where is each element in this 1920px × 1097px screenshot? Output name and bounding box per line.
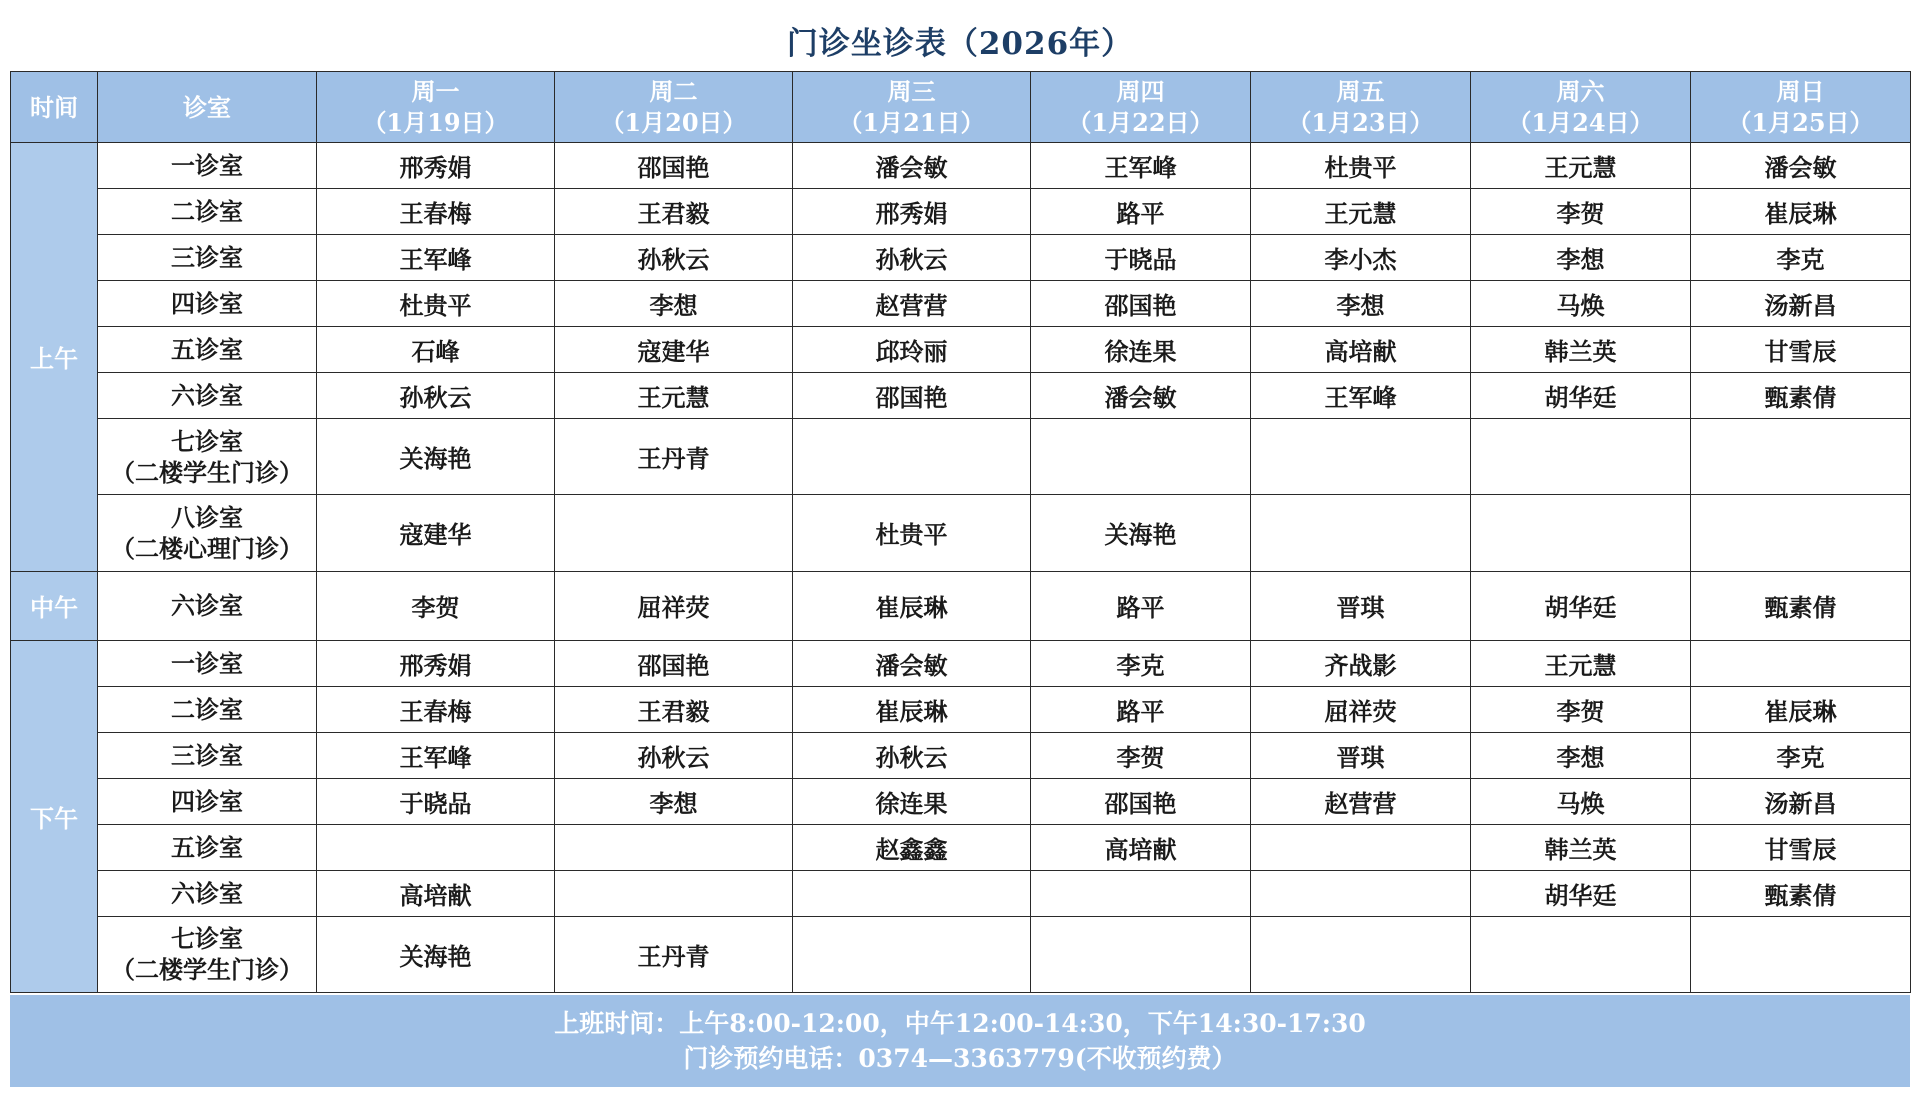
doctor-cell: 甘雪辰	[1691, 824, 1911, 870]
booking-phone: 门诊预约电话：0374—3363779(不收预约费）	[683, 1044, 1237, 1073]
schedule-row	[11, 235, 1911, 281]
doctor-cell: 寇建华	[317, 495, 555, 571]
doctor-cell: 王元慧	[555, 373, 793, 419]
doctor-cell: 甄素倩	[1691, 870, 1911, 916]
doctor-cell: 汤新昌	[1691, 778, 1911, 824]
doctor-cell: 路平	[1031, 686, 1251, 732]
doctor-cell	[1691, 640, 1911, 686]
doctor-cell	[793, 419, 1031, 495]
doctor-cell: 崔辰琳	[1691, 189, 1911, 235]
schedule-row	[11, 143, 1911, 189]
doctor-cell	[317, 824, 555, 870]
room-cell	[98, 235, 317, 281]
header-time: 时间	[11, 72, 98, 143]
doctor-cell: 李想	[555, 281, 793, 327]
doctor-cell	[1251, 870, 1471, 916]
doctor-cell: 寇建华	[555, 327, 793, 373]
room-cell	[98, 916, 317, 992]
doctor-cell: 邵国艳	[1031, 778, 1251, 824]
room-name: 八诊室	[171, 502, 243, 532]
room-name: 三诊室	[171, 740, 243, 770]
doctor-cell: 邢秀娟	[793, 189, 1031, 235]
doctor-cell: 潘会敏	[793, 640, 1031, 686]
room-name: 三诊室	[171, 243, 243, 272]
doctor-cell: 齐战影	[1251, 640, 1471, 686]
doctor-cell: 邱玲丽	[793, 327, 1031, 373]
doctor-cell: 赵鑫鑫	[793, 824, 1031, 870]
doctor-cell: 李克	[1031, 640, 1251, 686]
doctor-cell	[1471, 916, 1691, 992]
room-cell	[98, 571, 317, 640]
doctor-cell	[1471, 419, 1691, 495]
header-day-tue	[555, 72, 793, 143]
doctor-cell: 于晓品	[317, 778, 555, 824]
doctor-cell: 邵国艳	[1031, 281, 1251, 327]
day-name: 周日	[1776, 77, 1825, 106]
room-name: 四诊室	[171, 289, 243, 318]
doctor-cell: 王军峰	[317, 235, 555, 281]
doctor-cell: 王丹青	[555, 916, 793, 992]
header-day-fri	[1251, 72, 1471, 143]
doctor-cell	[1251, 916, 1471, 992]
doctor-cell: 李小杰	[1251, 235, 1471, 281]
doctor-cell: 邢秀娟	[317, 640, 555, 686]
day-date: （1月25日）	[1727, 108, 1874, 137]
doctor-cell: 潘会敏	[793, 143, 1031, 189]
day-name: 周五	[1336, 77, 1385, 106]
doctor-cell: 徐连果	[793, 778, 1031, 824]
room-cell	[98, 732, 317, 778]
room-cell	[98, 373, 317, 419]
doctor-cell	[1251, 824, 1471, 870]
room-name: 四诊室	[171, 786, 243, 816]
day-name: 周三	[887, 77, 936, 106]
doctor-cell: 潘会敏	[1031, 373, 1251, 419]
doctor-cell: 李贺	[317, 571, 555, 640]
day-date: （1月22日）	[1067, 108, 1214, 137]
doctor-cell	[1471, 495, 1691, 571]
schedule-row	[11, 281, 1911, 327]
doctor-cell: 王元慧	[1471, 640, 1691, 686]
room-note: （二楼心理门诊）	[111, 533, 303, 563]
doctor-cell	[1031, 870, 1251, 916]
doctor-cell: 孙秋云	[555, 235, 793, 281]
doctor-cell: 韩兰英	[1471, 824, 1691, 870]
day-name: 周四	[1116, 77, 1165, 106]
schedule-row	[11, 495, 1911, 571]
doctor-cell: 关海艳	[1031, 495, 1251, 571]
doctor-cell: 屈祥荧	[1251, 686, 1471, 732]
doctor-cell: 孙秋云	[793, 235, 1031, 281]
room-cell	[98, 686, 317, 732]
day-name: 周二	[649, 77, 698, 106]
doctor-cell: 孙秋云	[793, 732, 1031, 778]
header-day-thu	[1031, 72, 1251, 143]
schedule-row	[11, 778, 1911, 824]
doctor-cell	[1251, 495, 1471, 571]
doctor-cell	[1691, 916, 1911, 992]
doctor-cell: 晋琪	[1251, 571, 1471, 640]
doctor-cell: 杜贵平	[317, 281, 555, 327]
header-day-wed	[793, 72, 1031, 143]
doctor-cell: 路平	[1031, 571, 1251, 640]
doctor-cell: 王君毅	[555, 189, 793, 235]
room-name: 七诊室	[171, 426, 243, 456]
room-name: 五诊室	[171, 832, 243, 862]
office-hours: 上班时间：上午8:00-12:00，中午12:00-14:30，下午14:30-17:30	[554, 1009, 1366, 1038]
doctor-cell	[1031, 419, 1251, 495]
header-day-sun	[1691, 72, 1911, 143]
day-date: （1月23日）	[1287, 108, 1434, 137]
page-title: 门诊坐诊表（2026年）	[786, 26, 1134, 62]
doctor-cell: 屈祥荧	[555, 571, 793, 640]
doctor-cell: 崔辰琳	[793, 686, 1031, 732]
schedule-row	[11, 419, 1911, 495]
doctor-cell	[793, 916, 1031, 992]
doctor-cell: 王军峰	[1031, 143, 1251, 189]
doctor-cell: 李贺	[1031, 732, 1251, 778]
doctor-cell: 潘会敏	[1691, 143, 1911, 189]
doctor-cell: 马焕	[1471, 778, 1691, 824]
doctor-cell: 李想	[1471, 235, 1691, 281]
room-name: 七诊室	[171, 924, 243, 954]
schedule-body	[11, 143, 1911, 993]
room-note: （二楼学生门诊）	[111, 955, 303, 985]
doctor-cell	[555, 870, 793, 916]
room-cell	[98, 778, 317, 824]
period-label: 下午	[11, 640, 98, 992]
doctor-cell: 王元慧	[1251, 189, 1471, 235]
doctor-cell: 邢秀娟	[317, 143, 555, 189]
doctor-cell: 晋琪	[1251, 732, 1471, 778]
day-date: （1月19日）	[362, 108, 509, 137]
schedule-row	[11, 640, 1911, 686]
room-cell	[98, 327, 317, 373]
schedule-row	[11, 870, 1911, 916]
doctor-cell: 孙秋云	[555, 732, 793, 778]
doctor-cell	[1251, 419, 1471, 495]
doctor-cell: 关海艳	[317, 419, 555, 495]
doctor-cell: 李想	[555, 778, 793, 824]
footer-banner	[10, 995, 1910, 1087]
doctor-cell: 王元慧	[1471, 143, 1691, 189]
schedule-sheet	[10, 10, 1910, 1087]
doctor-cell: 王春梅	[317, 686, 555, 732]
doctor-cell	[1691, 419, 1911, 495]
room-name: 二诊室	[171, 694, 243, 724]
doctor-cell: 邵国艳	[555, 640, 793, 686]
header-room: 诊室	[98, 72, 317, 143]
doctor-cell: 李想	[1471, 732, 1691, 778]
doctor-cell: 李贺	[1471, 189, 1691, 235]
doctor-cell: 高培献	[1031, 824, 1251, 870]
header-day-sat	[1471, 72, 1691, 143]
doctor-cell: 甄素倩	[1691, 373, 1911, 419]
day-date: （1月24日）	[1507, 108, 1654, 137]
room-cell	[98, 419, 317, 495]
doctor-cell: 邵国艳	[555, 143, 793, 189]
room-name: 五诊室	[171, 335, 243, 364]
doctor-cell: 李贺	[1471, 686, 1691, 732]
period-label: 中午	[11, 571, 98, 640]
doctor-cell: 李克	[1691, 235, 1911, 281]
room-name: 六诊室	[171, 878, 243, 908]
header-row	[11, 72, 1911, 143]
room-cell	[98, 495, 317, 571]
schedule-row	[11, 732, 1911, 778]
room-name: 六诊室	[171, 591, 243, 621]
doctor-cell: 马焕	[1471, 281, 1691, 327]
doctor-cell: 胡华廷	[1471, 571, 1691, 640]
room-cell	[98, 640, 317, 686]
room-name: 六诊室	[171, 381, 243, 410]
doctor-cell: 王丹青	[555, 419, 793, 495]
doctor-cell: 甘雪辰	[1691, 327, 1911, 373]
room-cell	[98, 189, 317, 235]
doctor-cell: 孙秋云	[317, 373, 555, 419]
room-cell	[98, 281, 317, 327]
doctor-cell: 关海艳	[317, 916, 555, 992]
doctor-cell: 于晓品	[1031, 235, 1251, 281]
schedule-row	[11, 571, 1911, 640]
day-date: （1月21日）	[838, 108, 985, 137]
schedule-row	[11, 916, 1911, 992]
doctor-cell: 王军峰	[317, 732, 555, 778]
doctor-cell: 李克	[1691, 732, 1911, 778]
period-label: 上午	[11, 143, 98, 572]
doctor-cell	[555, 824, 793, 870]
doctor-cell: 崔辰琳	[1691, 686, 1911, 732]
schedule-row	[11, 686, 1911, 732]
day-date: （1月20日）	[600, 108, 747, 137]
room-cell	[98, 870, 317, 916]
doctor-cell: 杜贵平	[793, 495, 1031, 571]
doctor-cell: 杜贵平	[1251, 143, 1471, 189]
doctor-cell: 胡华廷	[1471, 373, 1691, 419]
doctor-cell: 韩兰英	[1471, 327, 1691, 373]
doctor-cell: 赵营营	[1251, 778, 1471, 824]
doctor-cell: 汤新昌	[1691, 281, 1911, 327]
doctor-cell: 赵营营	[793, 281, 1031, 327]
schedule-table	[10, 71, 1911, 993]
room-cell	[98, 143, 317, 189]
doctor-cell: 石峰	[317, 327, 555, 373]
schedule-row	[11, 327, 1911, 373]
room-note: （二楼学生门诊）	[111, 457, 303, 487]
day-name: 周六	[1556, 77, 1605, 106]
doctor-cell: 崔辰琳	[793, 571, 1031, 640]
doctor-cell: 王君毅	[555, 686, 793, 732]
schedule-row	[11, 824, 1911, 870]
header-day-mon	[317, 72, 555, 143]
doctor-cell: 路平	[1031, 189, 1251, 235]
doctor-cell: 胡华廷	[1471, 870, 1691, 916]
doctor-cell	[793, 870, 1031, 916]
schedule-row	[11, 373, 1911, 419]
room-name: 二诊室	[171, 197, 243, 226]
doctor-cell: 高培献	[317, 870, 555, 916]
doctor-cell: 徐连果	[1031, 327, 1251, 373]
doctor-cell: 邵国艳	[793, 373, 1031, 419]
doctor-cell: 甄素倩	[1691, 571, 1911, 640]
room-name: 一诊室	[171, 151, 243, 180]
room-cell	[98, 824, 317, 870]
day-name: 周一	[411, 77, 460, 106]
doctor-cell	[555, 495, 793, 571]
doctor-cell: 王春梅	[317, 189, 555, 235]
doctor-cell: 王军峰	[1251, 373, 1471, 419]
doctor-cell: 李想	[1251, 281, 1471, 327]
doctor-cell: 高培献	[1251, 327, 1471, 373]
schedule-row	[11, 189, 1911, 235]
doctor-cell	[1031, 916, 1251, 992]
doctor-cell	[1691, 495, 1911, 571]
room-name: 一诊室	[171, 648, 243, 678]
